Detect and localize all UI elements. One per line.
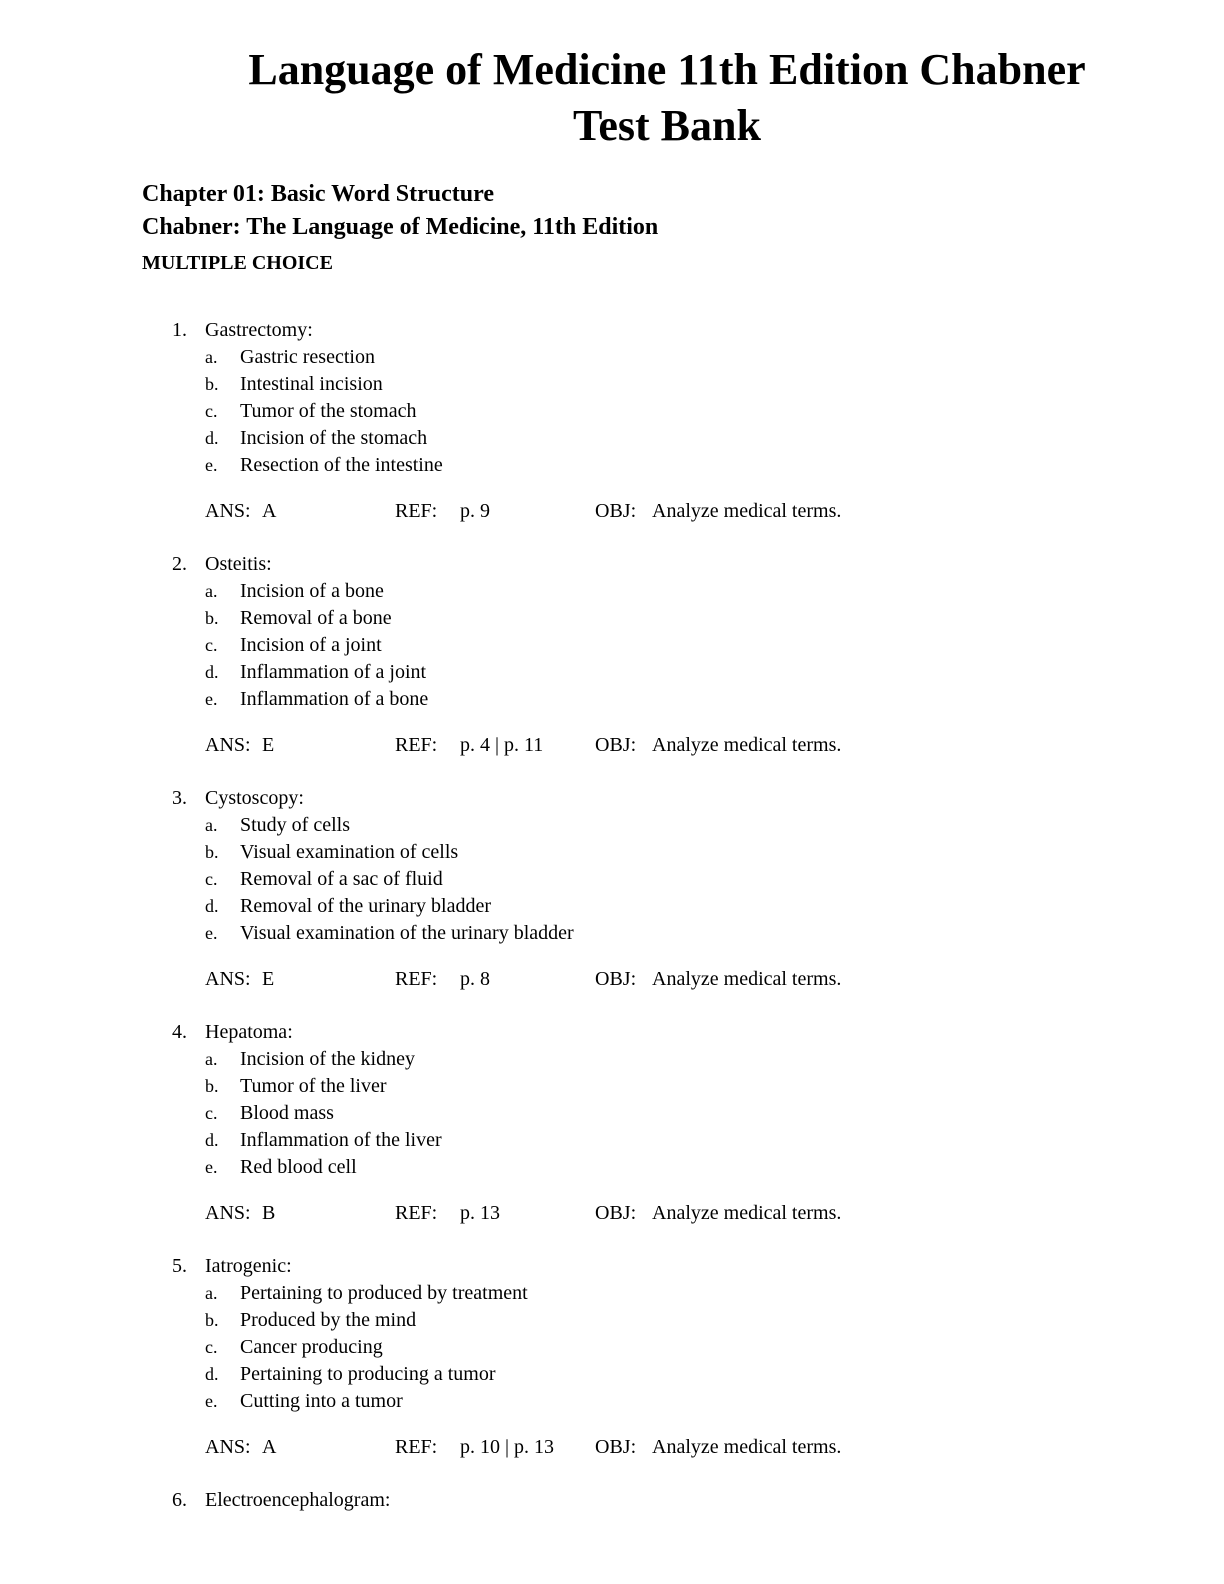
answer-option [142,1154,1134,1181]
answer-line [142,1200,1134,1227]
answer-option [142,659,1134,686]
option-letter: c. [205,869,218,889]
answer-option [142,1100,1134,1127]
option-letter: c. [205,401,218,421]
obj-value: Analyze medical terms. [652,500,842,522]
option-letter: b. [205,608,219,628]
question-number: 2. [172,553,187,575]
question-number: 1. [172,319,187,341]
ans-label: ANS: [205,500,251,522]
ans-label: ANS: [205,1202,251,1224]
obj-segment [595,498,841,525]
answer-option [142,452,1134,479]
option-text: Incision of the stomach [240,427,428,449]
obj-value: Analyze medical terms. [652,1202,842,1224]
obj-segment [595,1200,841,1227]
obj-label: OBJ: [595,734,637,756]
answer-line [142,498,1134,525]
obj-value: Analyze medical terms. [652,968,842,990]
option-letter: b. [205,1076,219,1096]
option-text: Cutting into a tumor [240,1390,403,1412]
answer-option [142,893,1134,920]
answer-option [142,605,1134,632]
ref-segment [395,966,595,993]
option-letter: c. [205,635,218,655]
answer-option [142,920,1134,947]
ref-segment [395,1200,595,1227]
answer-option [142,344,1134,371]
option-text: Incision of the kidney [240,1048,415,1070]
document-title-line2: Test Bank [573,101,761,150]
option-letter: b. [205,842,219,862]
ref-value: p. 9 [460,500,490,522]
answer-option [142,1388,1134,1415]
option-text: Cancer producing [240,1336,383,1358]
answer-option [142,632,1134,659]
ref-label: REF: [395,1202,438,1224]
option-text: Red blood cell [240,1156,357,1178]
option-text: Removal of the urinary bladder [240,895,492,917]
ref-value: p. 10 | p. 13 [460,1436,555,1458]
question-stem-row [142,1019,1134,1046]
answer-option [142,686,1134,713]
option-text: Inflammation of a bone [240,688,429,710]
answer-option [142,1334,1134,1361]
option-text: Inflammation of a joint [240,661,427,683]
ref-segment [395,498,595,525]
answer-option [142,839,1134,866]
answer-option [142,578,1134,605]
ans-value: A [262,500,277,522]
question-stem: Hepatoma: [205,1021,293,1043]
question-stem: Electroencephalogram: [205,1489,391,1511]
option-text: Visual examination of the urinary bladder [240,922,574,944]
option-letter: d. [205,896,219,916]
ans-value: E [262,968,275,990]
ref-segment [395,1434,595,1461]
ans-segment [205,1200,395,1227]
ans-label: ANS: [205,734,251,756]
ref-value: p. 4 | p. 11 [460,734,544,756]
answer-option [142,812,1134,839]
answer-line [142,966,1134,993]
option-text: Pertaining to produced by treatment [240,1282,528,1304]
option-letter: a. [205,581,218,601]
question [142,1487,1134,1514]
option-text: Study of cells [240,814,350,836]
option-letter: d. [205,428,219,448]
document-title-line1: Language of Medicine 11th Edition Chabner [248,45,1086,94]
obj-segment [595,966,841,993]
answer-option [142,1280,1134,1307]
option-text: Tumor of the liver [240,1075,387,1097]
option-letter: b. [205,374,219,394]
option-text: Removal of a sac of fluid [240,868,443,890]
answer-line [142,732,1134,759]
ref-segment [395,732,595,759]
ans-segment [205,732,395,759]
ref-label: REF: [395,500,438,522]
answer-option [142,398,1134,425]
option-letter: a. [205,1049,218,1069]
ans-segment [205,498,395,525]
section-heading: MULTIPLE CHOICE [142,252,333,274]
option-letter: b. [205,1310,219,1330]
answer-option [142,1361,1134,1388]
question-stem-row [142,1487,1134,1514]
obj-label: OBJ: [595,1202,637,1224]
option-letter: c. [205,1337,218,1357]
question [142,551,1134,759]
ans-value: B [262,1202,276,1224]
question [142,785,1134,993]
option-letter: a. [205,1283,218,1303]
question-number: 3. [172,787,187,809]
option-letter: d. [205,1364,219,1384]
question-number: 6. [172,1489,187,1511]
ref-label: REF: [395,968,438,990]
ref-label: REF: [395,734,438,756]
obj-label: OBJ: [595,1436,637,1458]
question-stem: Iatrogenic: [205,1255,292,1277]
option-letter: a. [205,815,218,835]
option-letter: e. [205,923,218,943]
option-letter: c. [205,1103,218,1123]
option-text: Blood mass [240,1102,334,1124]
answer-option [142,1046,1134,1073]
question-number: 4. [172,1021,187,1043]
ans-segment [205,1434,395,1461]
option-letter: d. [205,1130,219,1150]
answer-option [142,866,1134,893]
ans-segment [205,966,395,993]
question-stem: Gastrectomy: [205,319,313,341]
obj-label: OBJ: [595,500,637,522]
chapter-heading: Chapter 01: Basic Word Structure [142,181,494,207]
option-text: Tumor of the stomach [240,400,417,422]
option-letter: e. [205,1157,218,1177]
ans-value: A [262,1436,277,1458]
answer-option [142,1307,1134,1334]
answer-option [142,425,1134,452]
answer-option [142,371,1134,398]
question-stem-row [142,551,1134,578]
book-heading: Chabner: The Language of Medicine, 11th Edition [142,214,659,240]
obj-value: Analyze medical terms. [652,1436,842,1458]
answer-option [142,1127,1134,1154]
option-text: Inflammation of the liver [240,1129,442,1151]
question-stem-row [142,785,1134,812]
question-stem: Osteitis: [205,553,272,575]
option-letter: e. [205,1391,218,1411]
option-text: Pertaining to producing a tumor [240,1363,496,1385]
ref-value: p. 13 [460,1202,500,1224]
question-stem-row [142,317,1134,344]
option-letter: d. [205,662,219,682]
answer-line [142,1434,1134,1461]
obj-segment [595,1434,841,1461]
question-stem: Cystoscopy: [205,787,304,809]
option-text: Incision of a joint [240,634,382,656]
question-stem-row [142,1253,1134,1280]
ref-label: REF: [395,1436,438,1458]
option-text: Gastric resection [240,346,375,368]
ans-label: ANS: [205,1436,251,1458]
option-text: Visual examination of cells [240,841,459,863]
option-text: Intestinal incision [240,373,383,395]
question [142,1019,1134,1227]
option-letter: e. [205,689,218,709]
option-text: Resection of the intestine [240,454,443,476]
option-letter: e. [205,455,218,475]
option-text: Removal of a bone [240,607,392,629]
ans-label: ANS: [205,968,251,990]
obj-segment [595,732,841,759]
document-title [102,42,1224,154]
option-text: Produced by the mind [240,1309,417,1331]
question [142,317,1134,525]
option-letter: a. [205,347,218,367]
ans-value: E [262,734,275,756]
questions-list [142,317,1134,1514]
obj-label: OBJ: [595,968,637,990]
obj-value: Analyze medical terms. [652,734,842,756]
ref-value: p. 8 [460,968,490,990]
option-text: Incision of a bone [240,580,384,602]
question-number: 5. [172,1255,187,1277]
question [142,1253,1134,1461]
answer-option [142,1073,1134,1100]
